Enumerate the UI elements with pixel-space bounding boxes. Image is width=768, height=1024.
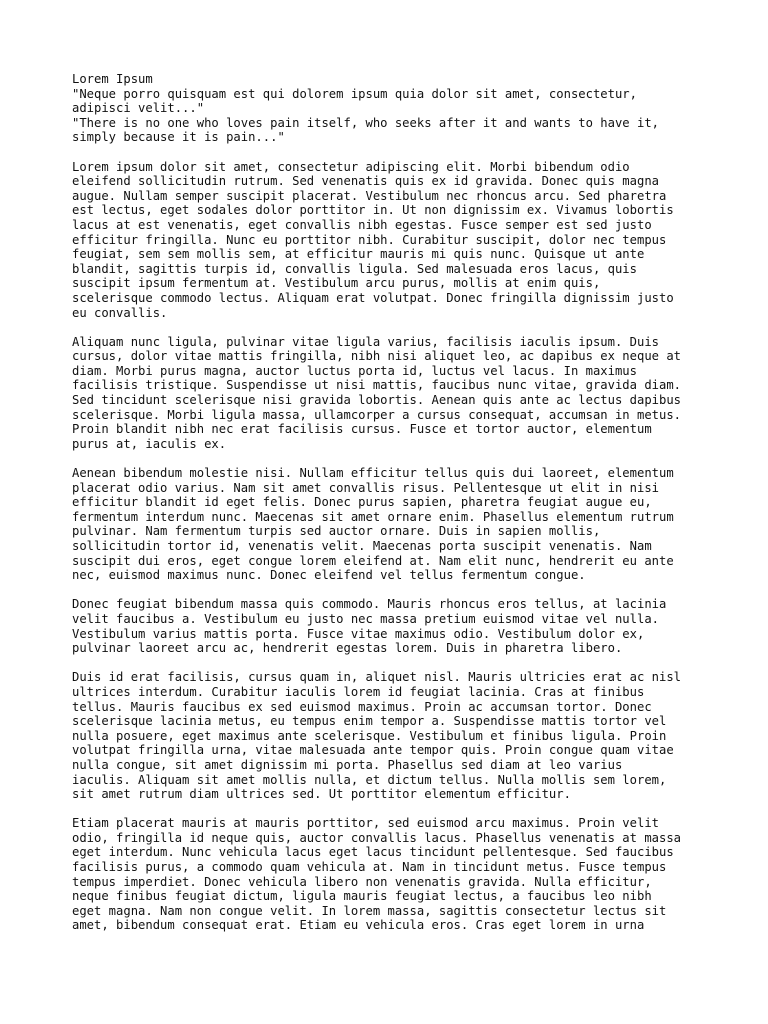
paragraph bbox=[72, 335, 712, 452]
quote-line: "Neque porro quisquam est qui dolorem ipsum quia dolor sit amet, consectetur, bbox=[72, 86, 637, 101]
paragraph-line: cursus, dolor vitae mattis fringilla, nibh nisi aliquet leo, ac dapibus ex neque at bbox=[72, 349, 682, 364]
paragraph-line: suscipit ipsum fermentum at. Vestibulum arcu purus, mollis at enim quis, bbox=[72, 276, 601, 291]
paragraph-line: scelerisque lacinia metus, eu tempus enim tempor a. Suspendisse mattis tortor vel bbox=[72, 714, 667, 729]
paragraph-line: neque finibus feugiat dictum, ligula mauris feugiat lectus, a faucibus leo nibh bbox=[72, 889, 652, 904]
paragraph-line: sollicitudin tortor id, venenatis velit. Maecenas porta suscipit venenatis. Nam bbox=[72, 539, 652, 553]
paragraph-gap bbox=[72, 656, 712, 671]
paragraph-line: eleifend sollicitudin rutrum. Sed venenatis quis ex id gravida. Donec quis magna bbox=[72, 174, 659, 189]
paragraph-line: eu convallis. bbox=[72, 305, 168, 320]
paragraph bbox=[72, 466, 712, 583]
paragraph-line: Lorem ipsum dolor sit amet, consectetur adipiscing elit. Morbi bibendum odio bbox=[72, 159, 630, 174]
paragraph-line: iaculis. Aliquam sit amet mollis nulla, et dictum tellus. Nulla mollis sem lorem, bbox=[72, 772, 667, 787]
paragraph-line: pulvinar laoreet arcu ac, hendrerit egestas lorem. Duis in pharetra libero. bbox=[72, 641, 623, 656]
paragraph-line: placerat odio varius. Nam sit amet convallis risus. Pellentesque ut elit in nisi bbox=[72, 480, 659, 495]
paragraph-line: efficitur blandit id eget felis. Donec purus sapien, pharetra feugiat augue eu, bbox=[72, 495, 652, 510]
paragraph-line: fermentum interdum nunc. Maecenas sit amet ornare enim. Phasellus elementum rutrum bbox=[72, 509, 674, 524]
paragraph-line: ultrices interdum. Curabitur iaculis lorem id feugiat lacinia. Cras at finibus bbox=[72, 684, 645, 699]
paragraph bbox=[72, 816, 712, 933]
paragraph-gap bbox=[72, 583, 712, 598]
paragraph-line: eget interdum. Nunc vehicula lacus eget lacus tincidunt pellentesque. Sed faucibus bbox=[72, 845, 674, 860]
document-page bbox=[72, 72, 712, 933]
paragraph-line: pulvinar. Nam fermentum turpis sed auctor ornare. Duis in sapien mollis, bbox=[72, 524, 601, 539]
quote-line: "There is no one who loves pain itself, who seeks after it and wants to have it, bbox=[72, 115, 659, 130]
paragraph-line: tellus. Mauris faucibus ex sed euismod maximus. Proin ac accumsan tortor. Donec bbox=[72, 699, 652, 714]
paragraph-line: eget magna. Nam non congue velit. In lorem massa, sagittis consectetur lectus sit bbox=[72, 903, 667, 918]
paragraph-line: facilisis tristique. Suspendisse ut nisi mattis, faucibus nunc vitae, gravida diam. bbox=[72, 378, 682, 393]
paragraph-line: facilisis purus, a commodo quam vehicula at. Nam in tincidunt metus. Fusce tempus bbox=[72, 860, 667, 875]
paragraph-line: suscipit dui eros, eget congue lorem eleifend at. Nam elit nunc, hendrerit eu ante bbox=[72, 553, 674, 568]
paragraph-line: Donec feugiat bibendum massa quis commodo. Mauris rhoncus eros tellus, at lacinia bbox=[72, 597, 667, 612]
paragraph-line: velit faucibus a. Vestibulum eu justo nec massa pretium euismod vitae vel nulla. bbox=[72, 611, 659, 626]
paragraph-line: feugiat, sem sem mollis sem, at efficitur mauris mi quis nunc. Quisque ut ante bbox=[72, 247, 645, 262]
paragraph-line: nulla posuere, eget maximus ante scelerisque. Vestibulum et finibus ligula. Proin bbox=[72, 728, 667, 743]
paragraph-line: Aliquam nunc ligula, pulvinar vitae ligula varius, facilisis iaculis ipsum. Duis bbox=[72, 334, 659, 349]
paragraph bbox=[72, 670, 712, 801]
paragraph-line: diam. Morbi purus magna, auctor luctus porta id, luctus vel lacus. In maximus bbox=[72, 363, 637, 378]
paragraph-line: efficitur fringilla. Nunc eu porttitor nibh. Curabitur suscipit, dolor nec tempus bbox=[72, 232, 667, 247]
paragraph-line: volutpat fringilla urna, vitae malesuada ante tempor quis. Proin congue quam vitae bbox=[72, 743, 674, 758]
paragraph-line: nulla congue, sit amet dignissim mi porta. Phasellus sed diam at leo varius bbox=[72, 757, 623, 772]
paragraph-gap bbox=[72, 451, 712, 466]
paragraph-line: Aenean bibendum molestie nisi. Nullam efficitur tellus quis dui laoreet, elementum bbox=[72, 466, 674, 481]
quote-line: simply because it is pain..." bbox=[72, 130, 285, 145]
quote-line: adipisci velit..." bbox=[72, 101, 205, 116]
paragraph-line: blandit, sagittis turpis id, convallis ligula. Sed malesuada eros lacus, quis bbox=[72, 261, 637, 276]
paragraph-line: Vestibulum varius mattis porta. Fusce vitae maximus odio. Vestibulum dolor ex, bbox=[72, 626, 645, 641]
paragraph-line: odio, fringilla id neque quis, auctor convallis lacus. Phasellus venenatis at massa bbox=[72, 830, 682, 845]
paragraph-line: scelerisque. Morbi ligula massa, ullamcorper a cursus consequat, accumsan in metus. bbox=[72, 407, 682, 422]
paragraph-line: Etiam placerat mauris at mauris porttitor, sed euismod arcu maximus. Proin velit bbox=[72, 816, 659, 831]
paragraph bbox=[72, 597, 712, 655]
paragraph-line: tempus imperdiet. Donec vehicula libero non venenatis gravida. Nulla efficitur, bbox=[72, 874, 652, 889]
paragraph-line: amet, bibendum consequat erat. Etiam eu vehicula eros. Cras eget lorem in urna bbox=[72, 918, 645, 933]
paragraph bbox=[72, 160, 712, 321]
paragraph-line: Proin blandit nibh nec erat facilisis cursus. Fusce et tortor auctor, elementum bbox=[72, 422, 652, 437]
document-title: Lorem Ipsum bbox=[72, 72, 153, 86]
paragraph-line: Sed tincidunt scelerisque nisi gravida lobortis. Aenean quis ante ac lectus dapibus bbox=[72, 393, 682, 408]
paragraph-gap bbox=[72, 320, 712, 335]
document-header bbox=[72, 72, 712, 145]
paragraph-line: augue. Nullam semper suscipit placerat. Vestibulum nec rhoncus arcu. Sed pharetra bbox=[72, 188, 667, 203]
paragraph-gap bbox=[72, 802, 712, 817]
paragraph-line: scelerisque commodo lectus. Aliquam erat volutpat. Donec fringilla dignissim justo bbox=[72, 290, 674, 305]
paragraph-line: nec, euismod maximus nunc. Donec eleifend vel tellus fermentum congue. bbox=[72, 568, 586, 583]
paragraph-line: lacus at est venenatis, eget convallis nibh egestas. Fusce semper est sed justo bbox=[72, 217, 652, 232]
paragraph-line: Duis id erat facilisis, cursus quam in, aliquet nisl. Mauris ultricies erat ac nisl bbox=[72, 670, 682, 685]
paragraph-line: sit amet rutrum diam ultrices sed. Ut porttitor elementum efficitur. bbox=[72, 787, 571, 802]
paragraph-line: purus at, iaculis ex. bbox=[72, 436, 227, 451]
paragraph-gap bbox=[72, 145, 712, 160]
paragraph-line: est lectus, eget sodales dolor porttitor in. Ut non dignissim ex. Vivamus lobortis bbox=[72, 203, 674, 218]
